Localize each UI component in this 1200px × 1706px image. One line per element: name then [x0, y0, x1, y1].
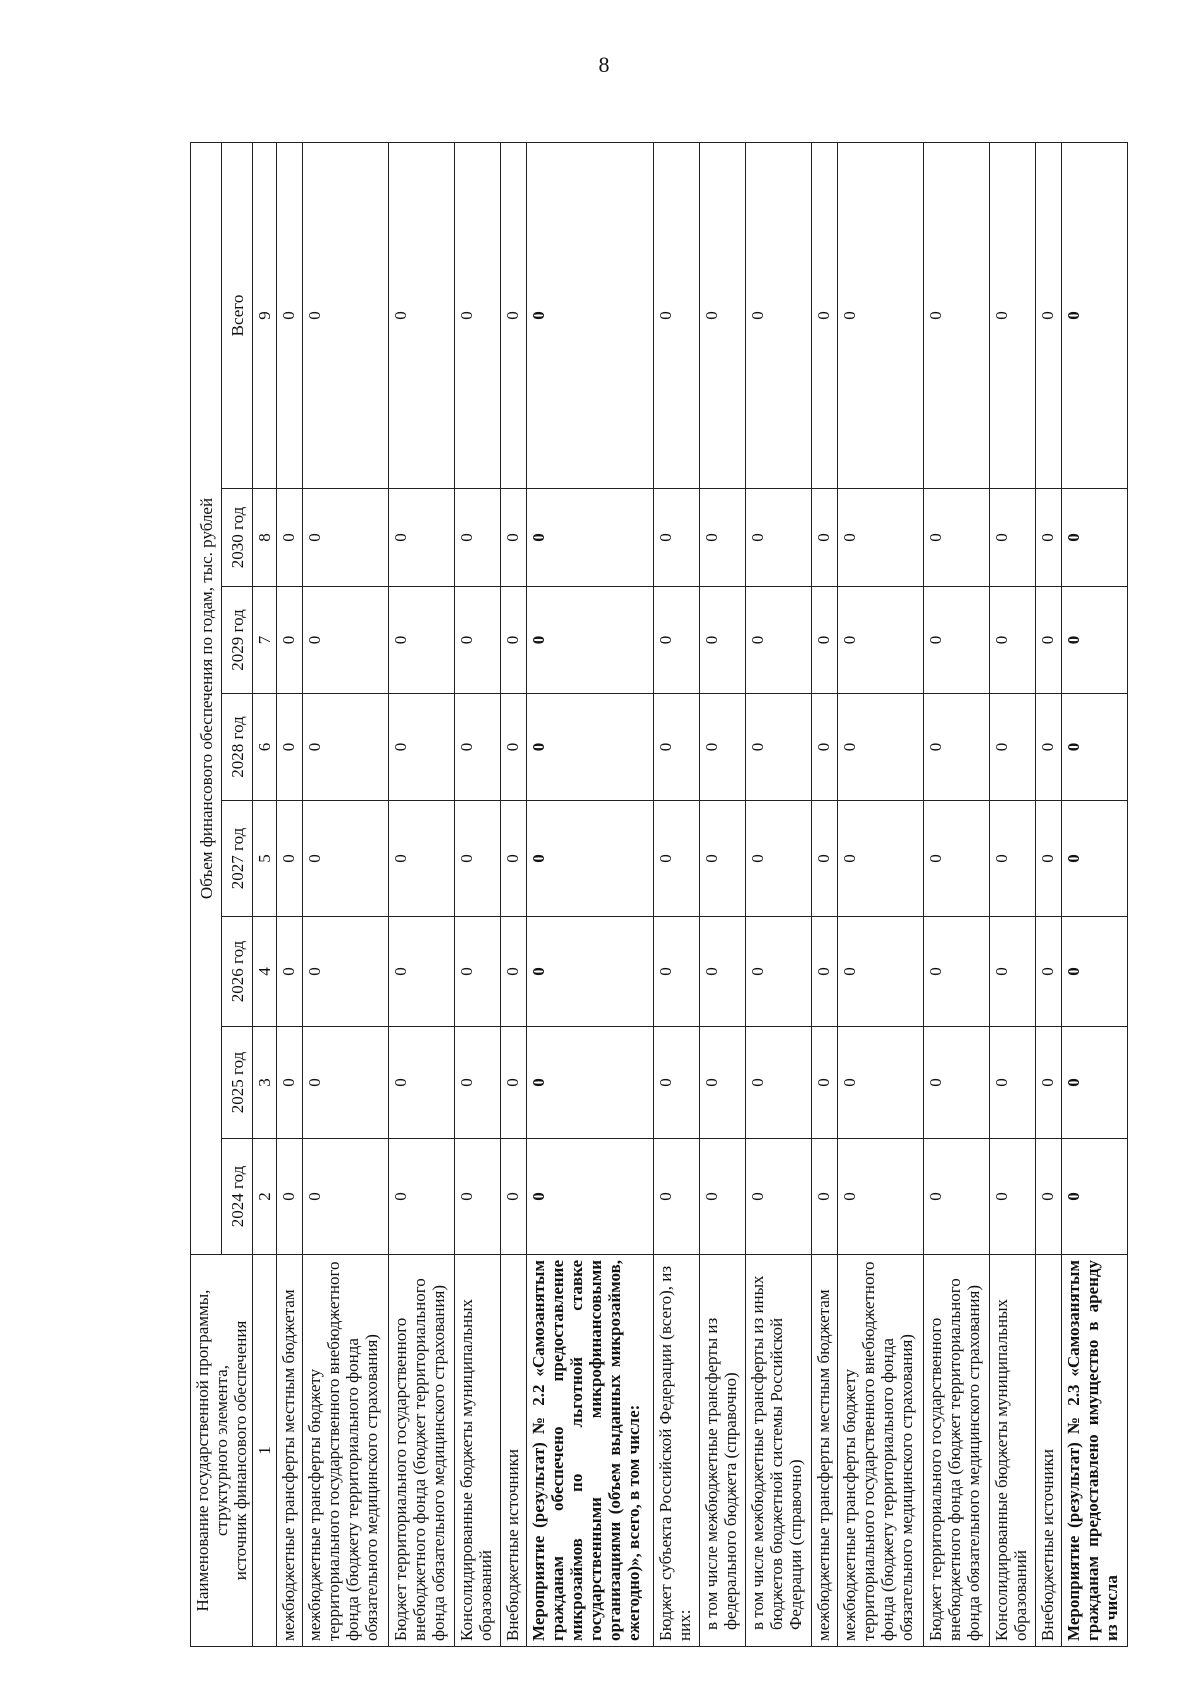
row-value: 0 [302, 1027, 388, 1139]
table-body [277, 142, 1128, 1646]
row-value: 0 [526, 1139, 653, 1255]
row-value: 0 [302, 801, 388, 917]
row-value: 0 [990, 917, 1036, 1027]
row-name: Бюджет субъекта Российской Федерации (всего), из них: [653, 1255, 699, 1647]
row-value: 0 [745, 142, 811, 488]
row-name: Внебюджетные источники [501, 1255, 527, 1647]
volume-header: Объем финансового обеспечения по годам, тыс. рублей [191, 142, 222, 1254]
row-value: 0 [302, 1139, 388, 1255]
row-value: 0 [745, 1139, 811, 1255]
row-value: 0 [1061, 1027, 1127, 1139]
row-value: 0 [1061, 142, 1127, 488]
page-number: 8 [598, 52, 610, 77]
row-value: 0 [924, 1027, 990, 1139]
row-name: межбюджетные трансферты бюджету территориального государственного внебюджетного фонда (бюджету территориального фонда обязательного медицинского страхования) [837, 1255, 923, 1647]
table-row [501, 142, 527, 1646]
row-value: 0 [389, 1139, 455, 1255]
row-value: 0 [653, 489, 699, 587]
row-value: 0 [1061, 694, 1127, 801]
row-value: 0 [455, 489, 501, 587]
row-value: 0 [501, 142, 527, 488]
table-row [745, 142, 811, 1646]
row-name: Консолидированные бюджеты муниципальных образований [990, 1255, 1036, 1647]
year-header: 2027 год [222, 801, 253, 917]
table-row [526, 142, 653, 1646]
row-value: 0 [837, 489, 923, 587]
name-column-subtitle: источник финансового обеспечения [231, 1320, 251, 1581]
row-value: 0 [389, 587, 455, 694]
year-header: 2026 год [222, 917, 253, 1027]
column-number: 7 [253, 587, 277, 694]
row-name: Внебюджетные источники [1036, 1255, 1062, 1647]
table-row [1036, 142, 1062, 1646]
row-value: 0 [277, 587, 303, 694]
row-value: 0 [990, 694, 1036, 801]
name-column-title: Наименование государственной программы, структурного элемента, [193, 1289, 232, 1612]
row-value: 0 [653, 142, 699, 488]
row-value: 0 [1036, 1139, 1062, 1255]
row-value: 0 [277, 489, 303, 587]
row-value: 0 [653, 801, 699, 917]
row-value: 0 [745, 489, 811, 587]
row-value: 0 [811, 917, 837, 1027]
row-value: 0 [1061, 917, 1127, 1027]
row-value: 0 [837, 1139, 923, 1255]
row-value: 0 [811, 694, 837, 801]
row-value: 0 [302, 489, 388, 587]
row-value: 0 [455, 142, 501, 488]
row-name: Мероприятие (результат) № 2.3 «Самозанятым гражданам предоставлено имущество в аренду из числа [1061, 1255, 1127, 1647]
row-value: 0 [745, 694, 811, 801]
row-name: межбюджетные трансферты местным бюджетам [277, 1255, 303, 1647]
row-value: 0 [302, 142, 388, 488]
row-value: 0 [501, 587, 527, 694]
year-header: 2025 год [222, 1027, 253, 1139]
row-value: 0 [501, 694, 527, 801]
row-value: 0 [389, 917, 455, 1027]
row-value: 0 [1036, 489, 1062, 587]
row-value: 0 [699, 694, 745, 801]
row-value: 0 [653, 587, 699, 694]
row-value: 0 [277, 142, 303, 488]
row-value: 0 [1036, 917, 1062, 1027]
row-value: 0 [277, 801, 303, 917]
row-value: 0 [811, 489, 837, 587]
row-value: 0 [745, 801, 811, 917]
row-value: 0 [526, 142, 653, 488]
row-value: 0 [653, 917, 699, 1027]
row-value: 0 [653, 1027, 699, 1139]
row-value: 0 [837, 801, 923, 917]
row-value: 0 [526, 489, 653, 587]
row-value: 0 [389, 142, 455, 488]
table-row [653, 142, 699, 1646]
row-value: 0 [277, 917, 303, 1027]
table-row [277, 142, 303, 1646]
row-value: 0 [699, 1027, 745, 1139]
row-value: 0 [455, 587, 501, 694]
year-header: 2029 год [222, 587, 253, 694]
column-number: 5 [253, 801, 277, 917]
row-value: 0 [699, 801, 745, 917]
row-value: 0 [526, 1027, 653, 1139]
table-row [389, 142, 455, 1646]
row-value: 0 [990, 1027, 1036, 1139]
row-value: 0 [990, 587, 1036, 694]
row-value: 0 [924, 917, 990, 1027]
row-value: 0 [653, 1139, 699, 1255]
row-name: межбюджетные трансферты бюджету территориального государственного внебюджетного фонда (бюджету территориального фонда обязательного медицинского страхования) [302, 1255, 388, 1647]
row-value: 0 [501, 1139, 527, 1255]
row-value: 0 [699, 489, 745, 587]
row-value: 0 [1061, 489, 1127, 587]
row-value: 0 [699, 1139, 745, 1255]
row-value: 0 [811, 587, 837, 694]
row-value: 0 [501, 917, 527, 1027]
row-value: 0 [389, 1027, 455, 1139]
row-value: 0 [837, 142, 923, 488]
row-value: 0 [389, 801, 455, 917]
row-value: 0 [455, 694, 501, 801]
row-value: 0 [990, 801, 1036, 917]
column-number: 8 [253, 489, 277, 587]
row-value: 0 [924, 1139, 990, 1255]
row-value: 0 [277, 694, 303, 801]
row-value: 0 [1036, 1027, 1062, 1139]
row-value: 0 [526, 694, 653, 801]
row-value: 0 [302, 694, 388, 801]
table-row [455, 142, 501, 1646]
row-value: 0 [990, 1139, 1036, 1255]
column-number: 1 [253, 1255, 277, 1647]
row-value: 0 [277, 1027, 303, 1139]
column-number: 4 [253, 917, 277, 1027]
row-value: 0 [501, 801, 527, 917]
row-name: Консолидированные бюджеты муниципальных образований [455, 1255, 501, 1647]
table-row [837, 142, 923, 1646]
row-name: Бюджет территориального государственного внебюджетного фонда (бюджет территориального фонда обязательного медицинского страхования) [924, 1255, 990, 1647]
table-row [990, 142, 1036, 1646]
row-value: 0 [990, 489, 1036, 587]
row-value: 0 [745, 1027, 811, 1139]
row-name: Бюджет территориального государственного внебюджетного фонда (бюджет территориального фонда обязательного медицинского страхования) [389, 1255, 455, 1647]
row-value: 0 [455, 1027, 501, 1139]
row-value: 0 [389, 489, 455, 587]
row-value: 0 [924, 694, 990, 801]
rotated-table-container [190, 143, 1121, 1647]
row-value: 0 [501, 489, 527, 587]
row-name: в том числе межбюджетные трансферты из федерального бюджета (справочно) [699, 1255, 745, 1647]
row-value: 0 [699, 142, 745, 488]
row-value: 0 [699, 917, 745, 1027]
name-column-header [191, 1255, 253, 1647]
column-number: 3 [253, 1027, 277, 1139]
table-row [924, 142, 990, 1646]
row-value: 0 [699, 587, 745, 694]
row-value: 0 [455, 917, 501, 1027]
year-header: 2030 год [222, 489, 253, 587]
table-row [811, 142, 837, 1646]
row-value: 0 [745, 587, 811, 694]
row-value: 0 [924, 587, 990, 694]
column-number: 9 [253, 142, 277, 488]
column-numbers-row [253, 142, 277, 1646]
row-value: 0 [990, 142, 1036, 488]
row-value: 0 [302, 917, 388, 1027]
financing-table [190, 142, 1128, 1647]
row-value: 0 [811, 801, 837, 917]
row-name: межбюджетные трансферты местным бюджетам [811, 1255, 837, 1647]
table-row [302, 142, 388, 1646]
table-row [1061, 142, 1127, 1646]
row-name: в том числе межбюджетные трансферты из иных бюджетов бюджетной системы Российской Федерации (справочно) [745, 1255, 811, 1647]
row-value: 0 [837, 1027, 923, 1139]
year-header: Всего [222, 142, 253, 488]
row-value: 0 [526, 917, 653, 1027]
row-value: 0 [837, 694, 923, 801]
year-header: 2028 год [222, 694, 253, 801]
row-value: 0 [811, 1139, 837, 1255]
row-value: 0 [924, 801, 990, 917]
row-value: 0 [302, 587, 388, 694]
row-value: 0 [1036, 142, 1062, 488]
row-value: 0 [924, 142, 990, 488]
row-value: 0 [653, 694, 699, 801]
row-value: 0 [811, 1027, 837, 1139]
row-value: 0 [1036, 587, 1062, 694]
row-value: 0 [1061, 587, 1127, 694]
row-value: 0 [501, 1027, 527, 1139]
row-value: 0 [811, 142, 837, 488]
row-value: 0 [526, 587, 653, 694]
header-row-1 [191, 142, 222, 1646]
row-value: 0 [1036, 801, 1062, 917]
row-value: 0 [837, 917, 923, 1027]
row-value: 0 [277, 1139, 303, 1255]
table-row [699, 142, 745, 1646]
row-value: 0 [455, 1139, 501, 1255]
row-value: 0 [526, 801, 653, 917]
row-value: 0 [1061, 801, 1127, 917]
row-value: 0 [745, 917, 811, 1027]
row-value: 0 [1036, 694, 1062, 801]
year-header: 2024 год [222, 1139, 253, 1255]
column-number: 6 [253, 694, 277, 801]
row-value: 0 [837, 587, 923, 694]
row-value: 0 [389, 694, 455, 801]
row-name: Мероприятие (результат) № 2.2 «Самозанятым гражданам обеспечено предоставление микрозаймов по льготной ставке государственными микрофинансовыми организациями (объем выданных микрозаймов, ежегодно)», всего, в том числе: [526, 1255, 653, 1647]
row-value: 0 [455, 801, 501, 917]
row-value: 0 [924, 489, 990, 587]
column-number: 2 [253, 1139, 277, 1255]
row-value: 0 [1061, 1139, 1127, 1255]
